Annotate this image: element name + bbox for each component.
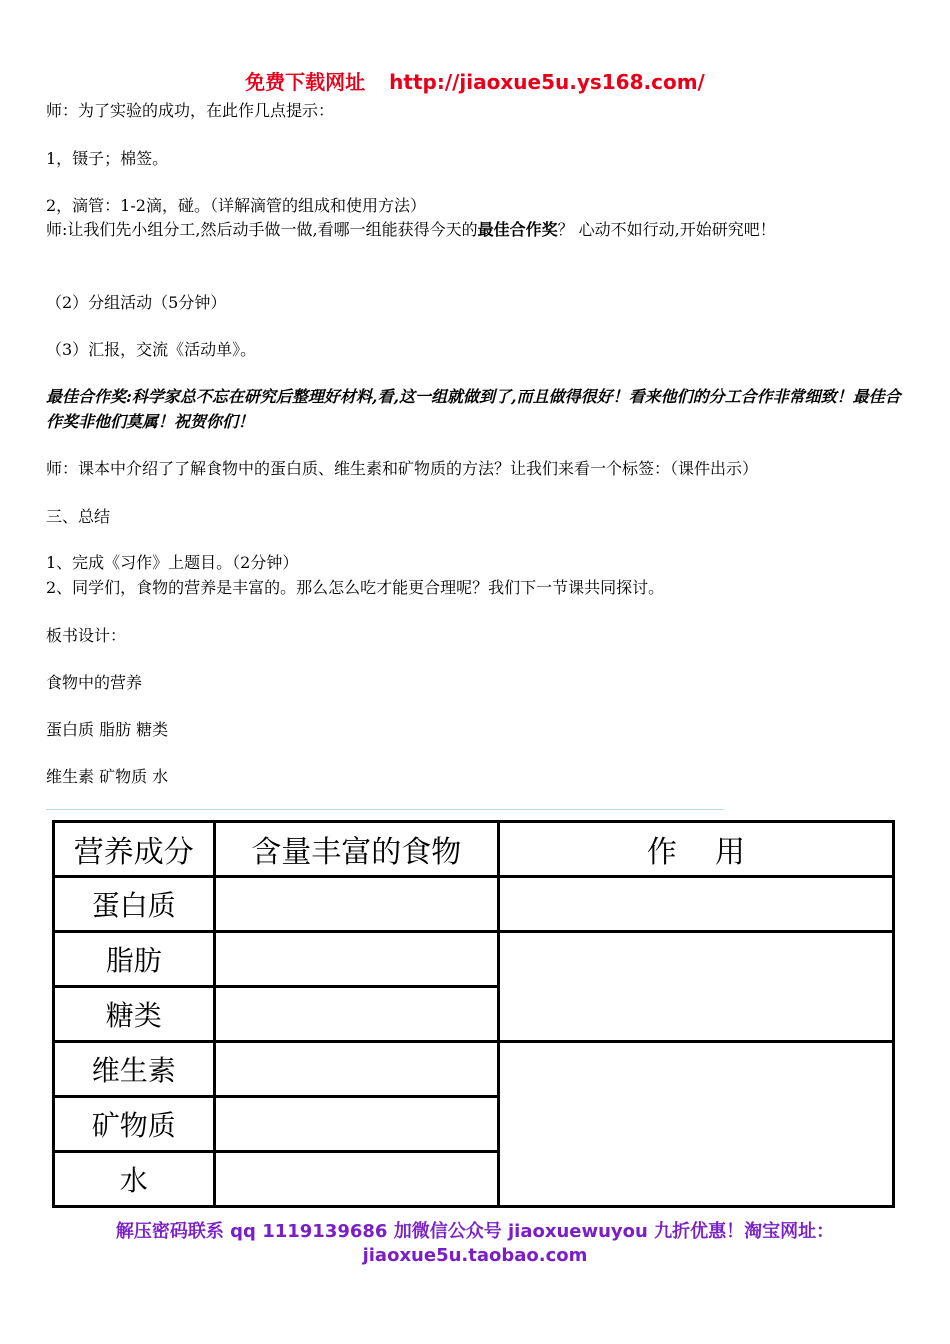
footer-line-1: 解压密码联系 qq 1119139686 加微信公众号 jiaoxuewuyou 九折优惠！淘宝网址： <box>115 1221 835 1242</box>
foods-cell <box>214 1097 498 1152</box>
board-row-1: 蛋白质 脂肪 糖类 <box>46 720 169 739</box>
header-nutrient: 营养成分 <box>54 822 215 877</box>
header-function: 作 用 <box>498 822 893 877</box>
function-cell <box>498 877 893 932</box>
group-text-c: ？ 心动不如行动,开始研究吧！ <box>557 220 776 239</box>
download-header <box>0 66 950 95</box>
table-row <box>54 1042 894 1097</box>
line-group-activity: （2）分组活动（5分钟） <box>46 293 227 312</box>
nutrient-cell: 蛋白质 <box>54 877 215 932</box>
header-url-link[interactable]: http://jiaoxue5u.ys168.com/ <box>389 70 705 94</box>
group-text-a: 师:让我们先小组分工,然后动手做一做,看哪一组能获得今天的 <box>46 220 478 239</box>
nutrient-cell: 维生素 <box>54 1042 215 1097</box>
section-summary-heading: 三、总结 <box>46 507 111 526</box>
line-teacher-group <box>46 217 908 242</box>
foods-cell <box>214 932 498 987</box>
nutrient-cell: 矿物质 <box>54 1097 215 1152</box>
footer-taobao-link[interactable]: jiaoxue5u.taobao.com <box>362 1245 588 1266</box>
nutrition-table <box>52 820 895 1208</box>
best-cooperation-award: 最佳合作奖 <box>477 220 558 239</box>
divider <box>46 809 724 810</box>
header-label: 免费下载网址 <box>245 70 366 94</box>
line-textbook-method: 师：课本中介绍了了解食物中的蛋白质、维生素和矿物质的方法？让我们来看一个标签：（课件出示） <box>46 459 759 478</box>
board-title: 食物中的营养 <box>46 673 143 692</box>
line-award-praise: 最佳合作奖:科学家总不忘在研究后整理好材料,看,这一组就做到了,而且做得很好！看来他们的分工合作非常细致！最佳合作奖非他们莫属！祝贺你们！ <box>46 387 901 431</box>
contact-footer <box>0 1220 950 1268</box>
nutrient-cell: 脂肪 <box>54 932 215 987</box>
board-row-2: 维生素 矿物质 水 <box>46 767 169 786</box>
foods-cell <box>214 877 498 932</box>
table-row <box>54 932 894 987</box>
nutrient-cell: 水 <box>54 1152 215 1207</box>
foods-cell <box>214 1152 498 1207</box>
line-tip-2: 2，滴管：1-2滴，碰。（详解滴管的组成和使用方法） <box>46 196 426 215</box>
table-header-row <box>54 822 894 877</box>
line-board-design: 板书设计： <box>46 626 127 645</box>
function-cell-merged <box>498 932 893 1042</box>
table-row <box>54 877 894 932</box>
function-cell-merged <box>498 1042 893 1207</box>
line-summary-2: 2、同学们，食物的营养是丰富的。那么怎么吃才能更合理呢？我们下一节课共同探讨。 <box>46 578 665 597</box>
foods-cell <box>214 1042 498 1097</box>
foods-cell <box>214 987 498 1042</box>
line-teacher-tips: 师：为了实验的成功，在此作几点提示： <box>46 101 335 120</box>
nutrient-cell: 糖类 <box>54 987 215 1042</box>
line-tip-1: 1，镊子；棉签。 <box>46 149 169 168</box>
header-rich-foods: 含量丰富的食物 <box>214 822 498 877</box>
line-report: （3）汇报，交流《活动单》。 <box>46 340 257 359</box>
line-summary-1: 1、完成《习作》上题目。（2分钟） <box>46 553 299 572</box>
